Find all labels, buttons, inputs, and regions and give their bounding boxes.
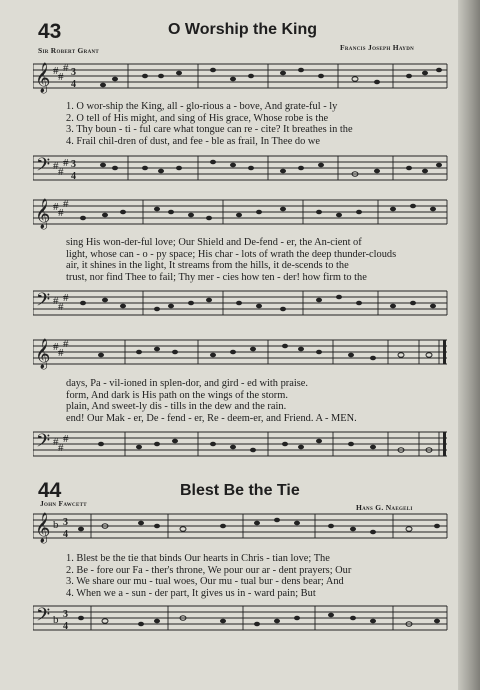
music-staff-treble <box>33 334 449 370</box>
svg-text:b: b <box>53 519 59 531</box>
verse-lines <box>66 378 442 424</box>
hymn-author: Sir Robert Grant <box>38 46 100 55</box>
svg-text:𝄢: 𝄢 <box>36 605 51 630</box>
svg-text:#: # <box>53 436 59 448</box>
lyric-line: days, Pa - vil-ioned in splen-dor, and gird - ed with praise. <box>66 378 308 389</box>
verse-lines <box>66 101 442 147</box>
lyric-line: 3. Thy boun - ti - ful care what tongue can re - cite? It breathes in the <box>66 124 353 136</box>
svg-text:3: 3 <box>71 159 76 170</box>
svg-text:#: # <box>58 207 64 219</box>
hymn-number: 44 <box>38 479 62 502</box>
music-staff-bass <box>33 426 449 462</box>
svg-text:4: 4 <box>63 529 68 540</box>
lyric-line: sing His won-der-ful love; Our Shield and De-fend - er, the An-cient of <box>66 237 362 248</box>
svg-text:4: 4 <box>71 79 76 90</box>
svg-text:𝄞: 𝄞 <box>35 63 51 93</box>
music-staff-treble <box>33 508 449 544</box>
music-staff-bass <box>33 150 449 186</box>
verse-lines <box>66 553 442 599</box>
svg-text:𝄞: 𝄞 <box>35 339 51 369</box>
hymn-author: John Fawcett <box>40 499 87 508</box>
music-staff-bass <box>33 600 449 636</box>
lyric-line: 1. O wor-ship the King, all - glo-rious a - bove, And grate-ful - ly <box>66 101 338 112</box>
svg-text:#: # <box>58 301 64 313</box>
music-staff-bass <box>33 285 449 321</box>
svg-text:#: # <box>58 166 64 178</box>
verse-lines <box>66 237 442 283</box>
lyric-line: form, And dark is His path on the wings of the storm. <box>66 389 288 401</box>
lyric-line: 4. Frail chil-dren of dust, and fee - ble as frail, In Thee do we <box>66 135 321 147</box>
svg-text:4: 4 <box>71 171 76 182</box>
svg-text:#: # <box>63 198 69 210</box>
svg-text:3: 3 <box>63 609 68 620</box>
svg-text:3: 3 <box>63 517 68 528</box>
svg-text:#: # <box>63 433 69 445</box>
lyric-line: 3. We share our mu - tual woes, Our mu - tual bur - dens bear; And <box>66 576 344 588</box>
svg-text:𝄢: 𝄢 <box>36 290 51 315</box>
svg-text:4: 4 <box>63 621 68 632</box>
svg-text:#: # <box>63 157 69 169</box>
svg-text:𝄢: 𝄢 <box>36 431 51 456</box>
svg-text:#: # <box>63 338 69 350</box>
svg-text:𝄞: 𝄞 <box>35 199 51 229</box>
lyric-line: 2. Be - fore our Fa - ther's throne, We pour our ar - dent prayers; Our <box>66 564 352 576</box>
hymn-composer: Hans G. Naegeli <box>356 503 413 512</box>
lyric-line: plain, And sweet-ly dis - tills in the dew and the rain. <box>66 401 287 413</box>
hymn-composer: Francis Joseph Haydn <box>340 43 415 52</box>
lyric-line: air, it shines in the light, It streams from the hills, it de-scends to the <box>66 260 349 272</box>
lyric-line: trust, nor find Thee to fail; Thy mer - cies how ten - der! how firm to the <box>66 271 367 283</box>
svg-text:#: # <box>58 71 64 83</box>
svg-text:#: # <box>63 62 69 74</box>
hymn-number: 43 <box>38 20 62 43</box>
svg-text:#: # <box>53 201 59 213</box>
svg-text:#: # <box>58 347 64 359</box>
hymn-title: O Worship the King <box>168 21 318 38</box>
svg-text:3: 3 <box>71 67 76 78</box>
svg-text:b: b <box>53 614 59 626</box>
lyric-line: end! Our Mak - er, De - fend - er, Re - deem-er, and Friend. A - MEN. <box>66 412 357 424</box>
music-staff-treble <box>33 194 449 230</box>
lyric-line: 1. Blest be the tie that binds Our hearts in Chris - tian love; The <box>66 553 330 564</box>
svg-text:#: # <box>53 65 59 77</box>
lyric-line: 4. When we a - sun - der part, It gives us in - ward pain; But <box>66 587 316 599</box>
book-binding <box>458 0 480 690</box>
svg-text:#: # <box>53 160 59 172</box>
lyric-line: light, whose can - o - py space; His char - lots of wrath the deep thunder-clouds <box>66 248 397 260</box>
hymn-title: Blest Be the Tie <box>180 482 300 499</box>
svg-text:#: # <box>58 442 64 454</box>
lyric-line: 2. O tell of His might, and sing of His grace, Whose robe is the <box>66 112 329 124</box>
svg-text:#: # <box>63 292 69 304</box>
music-staff-treble <box>33 58 449 94</box>
svg-text:#: # <box>53 295 59 307</box>
svg-text:𝄢: 𝄢 <box>36 155 51 180</box>
svg-text:#: # <box>53 341 59 353</box>
svg-text:𝄞: 𝄞 <box>35 513 51 543</box>
